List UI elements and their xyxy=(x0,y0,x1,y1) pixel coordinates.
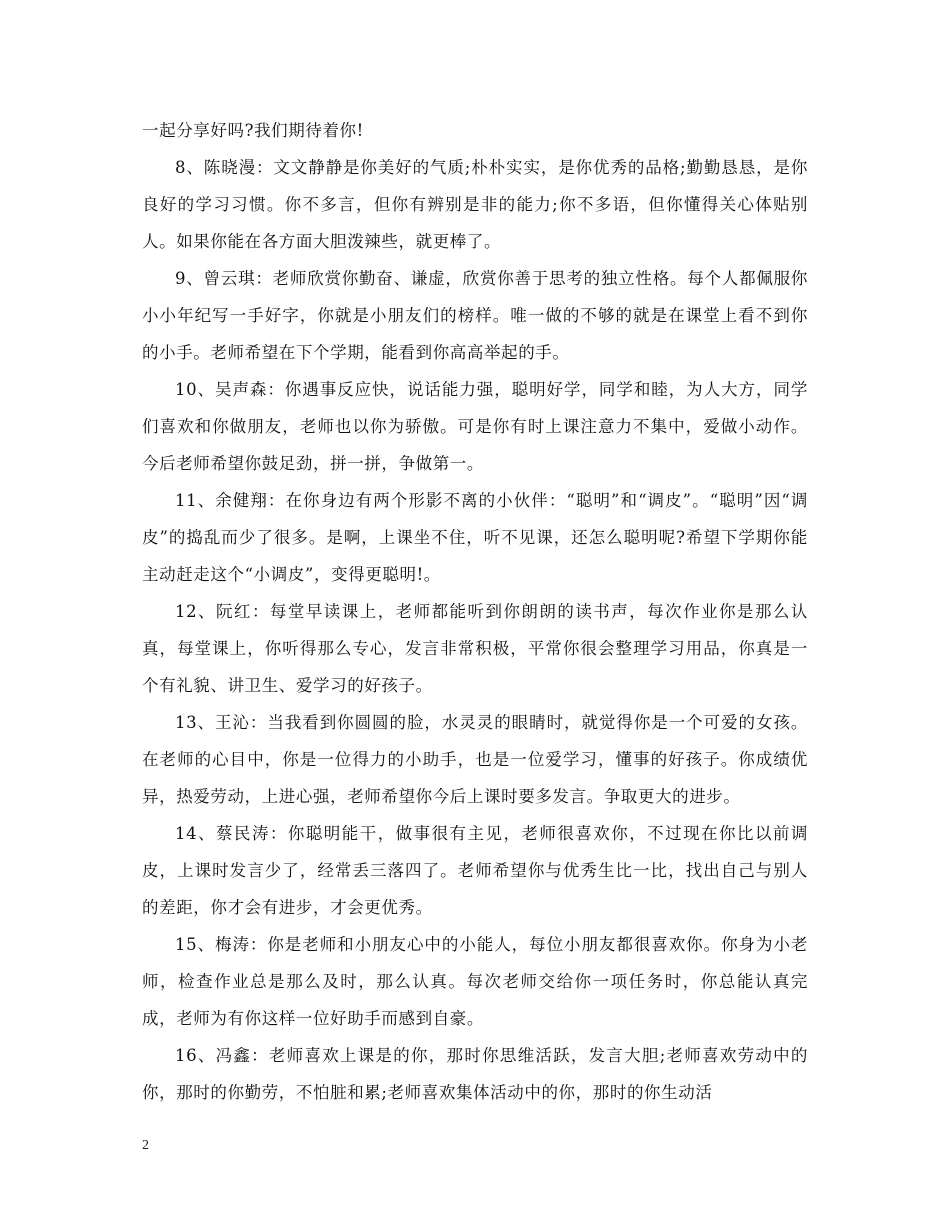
paragraph-comment-12: 12、阮红：每堂早读课上，老师都能听到你朗朗的读书声，每次作业你是那么认真，每堂课上，你听得那么专心，发言非常积极，平常你很会整理学习用品，你真是一个有礼貌、讲卫生、爱学习的好孩子。 xyxy=(142,602,808,695)
paragraph-comment-9: 9、曾云琪：老师欣赏你勤奋、谦虚，欣赏你善于思考的独立性格。每个人都佩服你小小年纪写一手好字，你就是小朋友们的榜样。唯一做的不够的就是在课堂上看不到你的小手。老师希望在下个学期，能看到你高高举起的手。 xyxy=(142,269,808,362)
paragraph-comment-11: 11、余健翔：在你身边有两个形影不离的小伙伴：“聪明”和“调皮”。“聪明”因“调皮”的捣乱而少了很多。是啊，上课坐不住，听不见课，还怎么聪明呢?希望下学期你能主动赶走这个“小调皮”，变得更聪明!。 xyxy=(142,491,808,584)
paragraph-comment-10: 10、吴声森：你遇事反应快，说话能力强，聪明好学，同学和睦，为人大方，同学们喜欢和你做朋友，老师也以你为骄傲。可是你有时上课注意力不集中，爱做小动作。今后老师希望你鼓足劲，拼一拼，争做第一。 xyxy=(142,380,808,473)
paragraph-comment-8: 8、陈晓漫：文文静静是你美好的气质;朴朴实实，是你优秀的品格;勤勤恳恳，是你良好的学习习惯。你不多言，但你有辨别是非的能力;你不多语，但你懂得关心体贴别人。如果你能在各方面大胆泼辣些，就更棒了。 xyxy=(142,158,808,251)
page-number: 2 xyxy=(142,1138,149,1153)
paragraph-comment-15: 15、梅涛：你是老师和小朋友心中的小能人，每位小朋友都很喜欢你。你身为小老师，检查作业总是那么及时，那么认真。每次老师交给你一项任务时，你总能认真完成，老师为有你这样一位好助手而感到自豪。 xyxy=(142,935,808,1028)
paragraph-continuation: 一起分享好吗?我们期待着你! xyxy=(142,121,364,140)
paragraph-comment-16: 16、冯鑫：老师喜欢上课是的你，那时你思维活跃，发言大胆;老师喜欢劳动中的你，那时的你勤劳，不怕脏和累;老师喜欢集体活动中的你，那时的你生动活 xyxy=(142,1046,808,1102)
paragraph-comment-13: 13、王沁：当我看到你圆圆的脸，水灵灵的眼睛时，就觉得你是一个可爱的女孩。在老师的心目中，你是一位得力的小助手，也是一位爱学习，懂事的好孩子。你成绩优异，热爱劳动，上进心强，老师希望你今后上课时要多发言。争取更大的进步。 xyxy=(142,713,808,806)
paragraph-comment-14: 14、蔡民涛：你聪明能干，做事很有主见，老师很喜欢你，不过现在你比以前调皮，上课时发言少了，经常丢三落四了。老师希望你与优秀生比一比，找出自己与别人的差距，你才会有进步，才会更优秀。 xyxy=(142,824,808,917)
document-body xyxy=(142,112,808,1111)
